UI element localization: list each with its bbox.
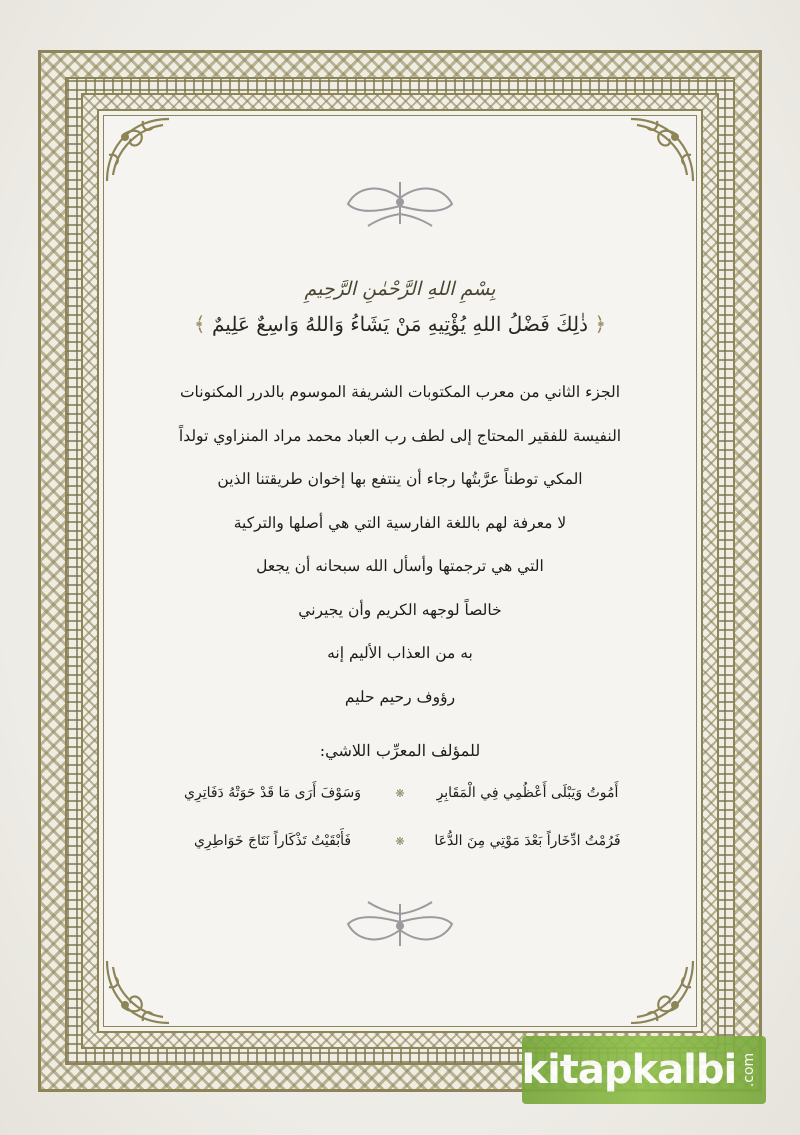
poem-first-hemistich: فَرُمْتُ ادِّخَاراً بَعْدَ مَوْتِي مِنَ الدُّعَا: [434, 833, 621, 849]
watermark-logo: [522, 1036, 766, 1104]
corner-flourish-icon: [103, 115, 173, 185]
quran-verse: [120, 309, 680, 339]
author-line: للمؤلف المعرِّب اللاشي:: [319, 741, 481, 760]
verse-close-bracket: ﴾: [193, 312, 206, 336]
basmala: بِسْمِ اللهِ الرَّحْمٰنِ الرَّحِيمِ: [304, 278, 496, 300]
corner-flourish-icon: [103, 957, 173, 1027]
poem-verse: [160, 785, 640, 801]
poem-second-hemistich: فَأَبْقَيْتُ تَذْكَاراً نَتَاجَ خَوَاطِرِي: [193, 833, 352, 849]
watermark-text: kitapkalbi: [521, 1047, 737, 1093]
poem-first-hemistich: أَمُوتُ وَيَبْلَى أَعْظُمِي فِي الْمَقَابِرِ: [436, 785, 619, 801]
bottom-ornament-icon: [338, 900, 462, 950]
intro-paragraph: [150, 371, 650, 719]
main-text: [150, 275, 650, 785]
poem-second-hemistich: وَسَوْفَ أَرَى مَا قَدْ حَوَتْهُ دَفَاتِرِي: [184, 785, 361, 801]
verse-text: ذٰلِكَ فَضْلُ اللهِ يُؤْتِيهِ مَنْ يَشَاءُ وَاللهُ وَاسِعٌ عَلِيمٌ: [212, 312, 588, 336]
paragraph-line: النفيسة للفقير المحتاج إلى لطف رب العباد محمد مراد المنزاوي تولداً: [178, 426, 622, 445]
paragraph-line: الجزء الثاني من معرب المكتوبات الشريفة الموسوم بالدرر المكنونات: [179, 383, 621, 401]
paragraph-line: لا معرفة لهم باللغة الفارسية التي هي أصلها والتركية: [233, 513, 567, 532]
paragraph-line: المكي توطناً عرَّبتُها رجاء أن ينتفع بها إخوان طريقتنا الذين: [217, 470, 583, 488]
poem-separator-icon: ❋: [395, 786, 405, 800]
verse-open-bracket: ﴿: [594, 312, 607, 336]
watermark-suffix: .com: [741, 1052, 758, 1088]
corner-flourish-icon: [627, 957, 697, 1027]
paragraph-line: به من العذاب الأليم إنه: [327, 644, 473, 662]
paragraph-line: خالصاً لوجهه الكريم وأن يجيرني: [298, 600, 502, 619]
poem-separator-icon: ❋: [395, 834, 405, 848]
poem-verse: [160, 833, 640, 849]
top-ornament-icon: [338, 178, 462, 228]
corner-flourish-icon: [627, 115, 697, 185]
paragraph-line: رؤوف رحيم حليم: [344, 687, 456, 706]
paragraph-line: التي هي ترجمتها وأسأل الله سبحانه أن يجعل: [256, 557, 544, 575]
